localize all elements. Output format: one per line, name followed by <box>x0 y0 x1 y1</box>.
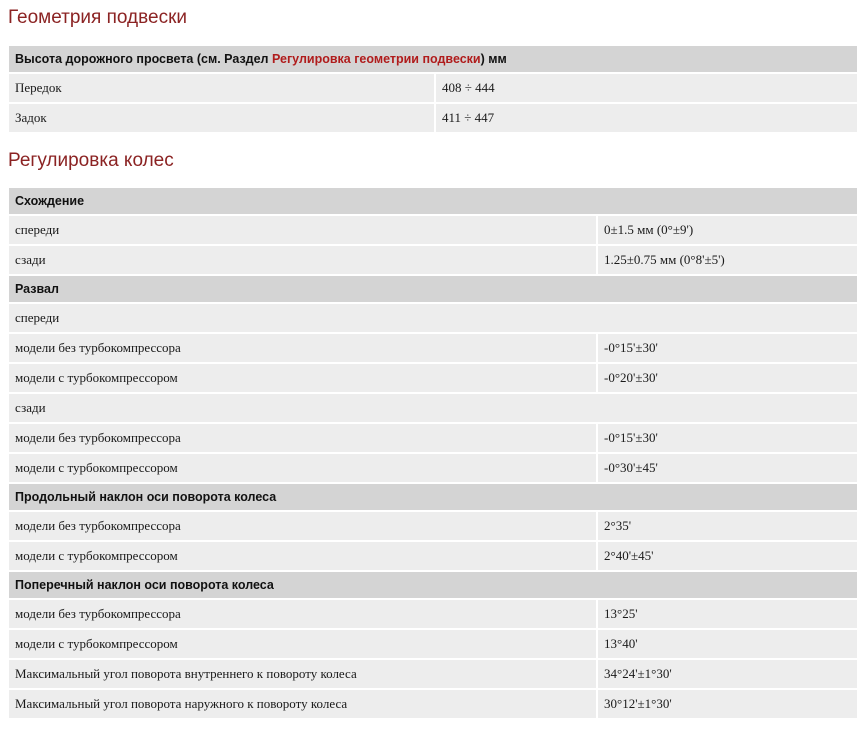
row-value: 0±1.5 мм (0°±9') <box>596 216 857 244</box>
camber-header: Развал <box>9 276 857 302</box>
row-value: -0°30'±45' <box>596 454 857 482</box>
row-value: -0°15'±30' <box>596 424 857 452</box>
row-label: модели без турбокомпрессора <box>9 334 596 362</box>
table-row <box>9 512 857 540</box>
row-value: 30°12'±1°30' <box>596 690 857 718</box>
table-row <box>9 216 857 244</box>
row-label: Максимальный угол поворота внутреннего к повороту колеса <box>9 660 596 688</box>
row-value: 2°35' <box>596 512 857 540</box>
row-label: модели без турбокомпрессора <box>9 512 596 540</box>
table-row <box>9 394 857 422</box>
header-unit: ) мм <box>480 52 507 66</box>
row-label: спереди <box>9 216 596 244</box>
table-row <box>9 304 857 332</box>
table-row <box>9 542 857 570</box>
row-value: 1.25±0.75 мм (0°8'±5') <box>596 246 857 274</box>
header-text: Высота дорожного просвета (см. Раздел <box>15 52 272 66</box>
row-value: 13°25' <box>596 600 857 628</box>
toe-header: Схождение <box>9 188 857 214</box>
table-header-row <box>9 46 857 72</box>
table-row <box>9 334 857 362</box>
table-row <box>9 660 857 688</box>
row-label: модели без турбокомпрессора <box>9 424 596 452</box>
wheel-alignment-table <box>9 186 857 720</box>
section-title-wheel-alignment: Регулировка колес <box>8 150 174 171</box>
row-value: -0°20'±30' <box>596 364 857 392</box>
caster-header: Продольный наклон оси поворота колеса <box>9 484 857 510</box>
row-value: 2°40'±45' <box>596 542 857 570</box>
row-label: Максимальный угол поворота наружного к повороту колеса <box>9 690 596 718</box>
table-header-row <box>9 484 857 510</box>
table-row <box>9 600 857 628</box>
table-header-row <box>9 276 857 302</box>
ground-clearance-header <box>9 46 857 72</box>
table-row <box>9 424 857 452</box>
row-label: модели с турбокомпрессором <box>9 454 596 482</box>
row-label: модели с турбокомпрессором <box>9 542 596 570</box>
row-value: 13°40' <box>596 630 857 658</box>
subgroup-label: спереди <box>9 304 857 332</box>
subgroup-label: сзади <box>9 394 857 422</box>
table-row <box>9 104 857 132</box>
table-row <box>9 630 857 658</box>
row-value: 411 ÷ 447 <box>434 104 857 132</box>
row-value: -0°15'±30' <box>596 334 857 362</box>
row-label: модели без турбокомпрессора <box>9 600 596 628</box>
row-value: 34°24'±1°30' <box>596 660 857 688</box>
suspension-adjustment-link[interactable]: Регулировка геометрии подвески <box>271 52 481 66</box>
table-row <box>9 246 857 274</box>
table-row <box>9 74 857 102</box>
table-row <box>9 690 857 718</box>
table-header-row <box>9 188 857 214</box>
ground-clearance-table <box>9 44 857 134</box>
table-header-row <box>9 572 857 598</box>
row-label: модели с турбокомпрессором <box>9 364 596 392</box>
kingpin-header: Поперечный наклон оси поворота колеса <box>9 572 857 598</box>
row-label: Передок <box>9 74 434 102</box>
row-label: сзади <box>9 246 596 274</box>
row-label: Задок <box>9 104 434 132</box>
table-row <box>9 364 857 392</box>
section-title-suspension-geometry: Геометрия подвески <box>8 7 187 28</box>
table-row <box>9 454 857 482</box>
row-label: модели с турбокомпрессором <box>9 630 596 658</box>
row-value: 408 ÷ 444 <box>434 74 857 102</box>
